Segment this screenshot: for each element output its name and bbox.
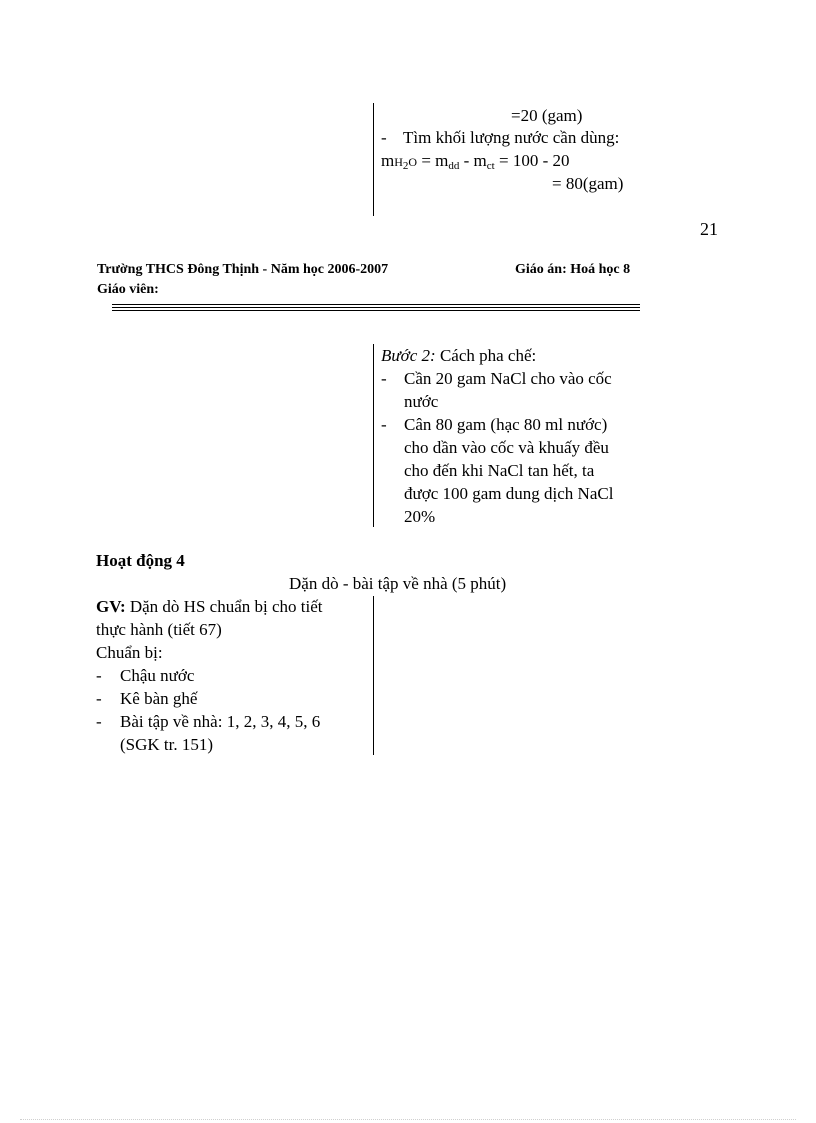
step2-item-2-line-1: Cân 80 gam (hạc 80 ml nước)	[404, 415, 608, 434]
step2-item-2-line-2: cho dần vào cốc và khuấy đều	[404, 438, 609, 457]
step2-item-1-line-2: nước	[404, 392, 439, 411]
formula-2: 2	[402, 160, 409, 172]
formula-h: H	[394, 155, 403, 169]
step2-title: Cách pha chế:	[435, 346, 537, 365]
gv-label: GV:	[96, 597, 126, 616]
step2-item-2-line-3: cho đến khi NaCl tan hết, ta	[404, 461, 595, 480]
header-school: Trường THCS Đông Thịnh - Năm học 2006-2007	[97, 262, 389, 277]
prep-item-1-text: Chậu nước	[120, 666, 195, 685]
header-rule-1	[112, 304, 640, 305]
gv-instruction	[96, 597, 323, 617]
result-text: =20 (gam)	[511, 106, 583, 125]
header-rule-2	[112, 307, 640, 308]
prep-item-3-line-1: Bài tập về nhà: 1, 2, 3, 4, 5, 6	[120, 712, 321, 731]
result-80: = 80(gam)	[552, 174, 624, 193]
step2-item-2-line-5: 20%	[404, 507, 436, 526]
formula-minus: - m	[459, 151, 487, 170]
prep-item-2-dash: -	[96, 689, 102, 708]
step2-label: Bước 2:	[381, 346, 436, 365]
step2-item-1-dash: -	[381, 369, 387, 388]
footer-dotted-rule	[20, 1119, 796, 1120]
bullet-dash: -	[381, 128, 387, 147]
formula-eq: = m	[417, 151, 449, 170]
step2-item-2-dash: -	[381, 415, 387, 434]
formula-dd: dd	[448, 160, 460, 172]
activity4-title: Hoạt động 4	[96, 551, 185, 570]
formula-o: O	[408, 155, 418, 169]
gv-text: Dặn dò HS chuẩn bị cho tiết	[125, 597, 323, 616]
column-divider-step2	[373, 344, 374, 527]
header-rule-3	[112, 310, 640, 311]
column-divider-top	[373, 103, 374, 216]
page-number: 21	[700, 219, 718, 239]
prep-label: Chuẩn bị:	[96, 643, 163, 662]
water-mass-formula	[381, 151, 569, 172]
instruction-text: Tìm khối lượng nước cần dùng:	[403, 128, 620, 147]
step2-item-2-line-4: được 100 gam dung dịch NaCl	[404, 484, 614, 503]
gv-text-line-2: thực hành (tiết 67)	[96, 620, 222, 639]
step2-item-1-line-1: Cần 20 gam NaCl cho vào cốc	[404, 369, 612, 388]
column-divider-activity4	[373, 596, 374, 755]
activity4-subtitle: Dặn dò - bài tập về nhà (5 phút)	[289, 574, 507, 593]
step2-heading	[381, 346, 536, 366]
prep-item-3-line-2: (SGK tr. 151)	[120, 735, 214, 754]
header-subject: Giáo án: Hoá học 8	[515, 262, 631, 277]
prep-item-3-dash: -	[96, 712, 102, 731]
formula-m: m	[381, 151, 395, 170]
formula-ct: ct	[486, 160, 495, 172]
formula-rest: = 100 - 20	[494, 151, 570, 170]
header-teacher: Giáo viên:	[97, 282, 159, 297]
prep-item-1-dash: -	[96, 666, 102, 685]
prep-item-2-text: Kê bàn ghế	[120, 689, 198, 708]
